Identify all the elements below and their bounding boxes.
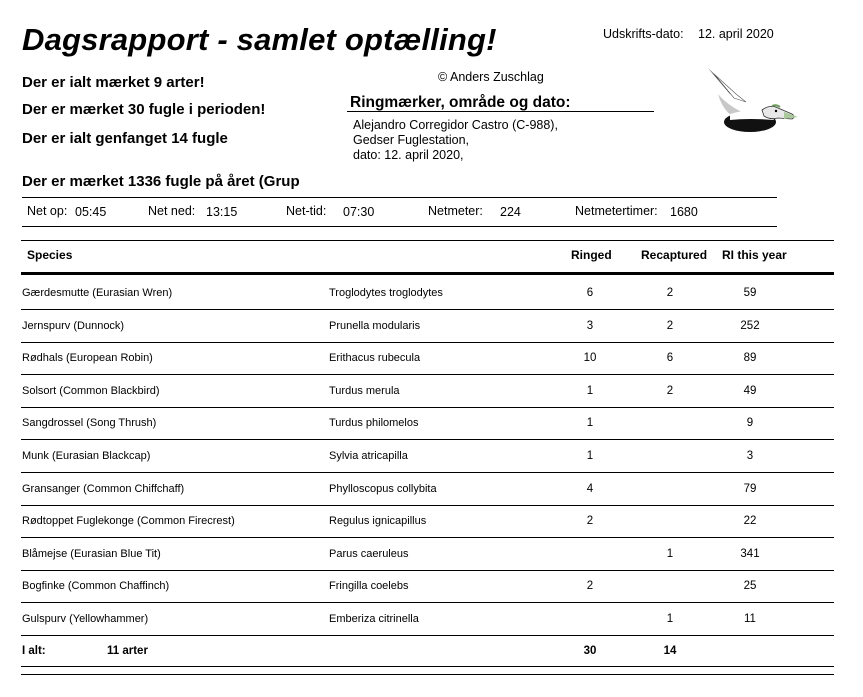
year-total-cell: 79 <box>743 482 757 495</box>
latin-name-cell: Erithacus rubecula <box>329 352 421 365</box>
year-total-cell: 252 <box>740 319 760 332</box>
ringed-cell: 2 <box>586 580 594 593</box>
net-hours-value: 1680 <box>670 205 698 219</box>
ringer-heading-underline <box>347 111 654 112</box>
ringed-cell: 1 <box>586 450 594 462</box>
summary-species: Der er ialt mærket 9 arter! <box>22 74 205 91</box>
net-down-value: 13:15 <box>206 205 238 219</box>
row-divider <box>21 505 834 506</box>
latin-name-cell: Regulus ignicapillus <box>329 515 427 528</box>
row-divider <box>21 439 834 440</box>
row-divider <box>21 374 834 375</box>
latin-name-cell: Prunella modularis <box>329 319 421 332</box>
year-total-cell: 59 <box>743 287 757 299</box>
ringed-cell: 6 <box>586 287 594 299</box>
species-name-cell: Jernspurv (Dunnock) <box>22 319 125 332</box>
summary-recaptured: Der er ialt genfanget 14 fugle <box>22 130 228 147</box>
row-divider <box>21 407 834 408</box>
year-total-cell: 9 <box>746 417 754 430</box>
ringed-cell: 2 <box>586 515 594 528</box>
year-total-cell: 89 <box>743 352 757 365</box>
summary-birds: Der er mærket 30 fugle i perioden! <box>22 101 266 118</box>
year-total-cell: 11 <box>744 613 756 625</box>
species-name-cell: Gulspurv (Yellowhammer) <box>22 613 149 625</box>
species-name-cell: Gærdesmutte (Eurasian Wren) <box>22 287 173 299</box>
net-up-value: 05:45 <box>75 205 107 219</box>
ringer-heading: Ringmærker, område og dato: <box>350 94 571 111</box>
footer-label: I alt: <box>22 645 46 657</box>
species-name-cell: Munk (Eurasian Blackcap) <box>22 450 151 462</box>
latin-name-cell: Fringilla coelebs <box>329 580 409 593</box>
page-title: Dagsrapport - samlet optælling! <box>22 22 497 57</box>
ringer-name: Alejandro Corregidor Castro (C-988), <box>353 118 558 132</box>
recaptured-cell: 6 <box>666 352 674 365</box>
species-name-cell: Bogfinke (Common Chaffinch) <box>22 580 170 593</box>
copyright-notice: © Anders Zuschlag <box>438 70 544 84</box>
column-header-species: Species <box>27 248 73 262</box>
table-footer-rule-2 <box>21 674 834 675</box>
year-total-cell: 49 <box>743 384 757 397</box>
table-top-rule <box>21 240 834 241</box>
column-header-recaptured: Recaptured <box>641 248 708 262</box>
net-time-value: 07:30 <box>343 205 375 219</box>
row-divider <box>21 342 834 343</box>
year-total-cell: 22 <box>743 515 757 528</box>
ringed-cell: 10 <box>583 352 597 365</box>
year-total-cell: 341 <box>740 547 760 560</box>
recaptured-cell: 2 <box>666 319 674 332</box>
table-footer-rule-1 <box>21 666 834 667</box>
column-header-ringed: Ringed <box>571 248 612 262</box>
species-name-cell: Gransanger (Common Chiffchaff) <box>22 482 185 495</box>
recaptured-cell: 1 <box>666 547 674 560</box>
divider-bottom-net <box>22 226 777 227</box>
footer-species-count: 11 arter <box>107 645 148 657</box>
table-header-rule <box>21 272 834 275</box>
net-time-label: Net-tid: <box>286 204 327 218</box>
footer-recaptured-total: 14 <box>663 645 677 657</box>
species-name-cell: Sangdrossel (Song Thrush) <box>22 417 157 430</box>
year-total-cell: 25 <box>743 580 757 593</box>
row-divider <box>21 309 834 310</box>
row-divider <box>21 570 834 571</box>
latin-name-cell: Phylloscopus collybita <box>329 482 437 495</box>
ringer-date: dato: 12. april 2020, <box>353 148 464 162</box>
latin-name-cell: Sylvia atricapilla <box>329 450 408 462</box>
latin-name-cell: Turdus philomelos <box>329 417 419 430</box>
eider-duck-logo-icon <box>700 64 800 140</box>
print-date-label: Udskrifts-dato: <box>603 27 684 41</box>
ringed-cell: 1 <box>586 384 594 397</box>
ringed-cell: 4 <box>586 482 594 495</box>
species-name-cell: Solsort (Common Blackbird) <box>22 384 160 397</box>
ringed-cell: 3 <box>586 319 594 332</box>
species-name-cell: Rødtoppet Fuglekonge (Common Firecrest) <box>22 515 235 528</box>
column-header-year: RI this year <box>722 248 787 262</box>
divider-top-net <box>22 197 777 198</box>
ringed-cell: 1 <box>586 417 594 430</box>
row-divider <box>21 472 834 473</box>
net-meter-label: Netmeter: <box>428 204 483 218</box>
latin-name-cell: Turdus merula <box>329 384 400 397</box>
latin-name-cell: Parus caeruleus <box>329 547 409 560</box>
ringer-station: Gedser Fuglestation, <box>353 133 470 147</box>
net-hours-label: Netmetertimer: <box>575 204 658 218</box>
row-divider <box>21 635 834 636</box>
net-meter-value: 224 <box>500 205 521 219</box>
net-up-label: Net op: <box>27 204 68 218</box>
year-total-cell: 3 <box>746 450 754 462</box>
net-down-label: Net ned: <box>148 204 196 218</box>
footer-ringed-total: 30 <box>583 645 597 657</box>
species-name-cell: Blåmejse (Eurasian Blue Tit) <box>22 547 161 560</box>
recaptured-cell: 1 <box>666 613 674 625</box>
latin-name-cell: Emberiza citrinella <box>329 613 419 625</box>
print-date-value: 12. april 2020 <box>698 27 774 41</box>
species-name-cell: Rødhals (European Robin) <box>22 352 153 365</box>
recaptured-cell: 2 <box>666 287 674 299</box>
row-divider <box>21 537 834 538</box>
latin-name-cell: Troglodytes troglodytes <box>329 287 443 299</box>
row-divider <box>21 602 834 603</box>
ringer-info <box>353 118 558 163</box>
recaptured-cell: 2 <box>666 384 674 397</box>
summary-year: Der er mærket 1336 fugle på året (Grup <box>22 173 300 190</box>
